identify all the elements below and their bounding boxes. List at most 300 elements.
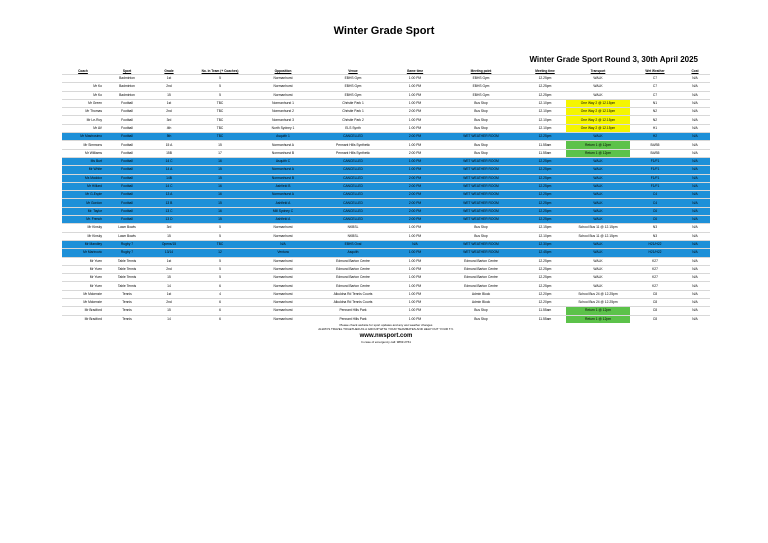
- table-cell: Tennis: [104, 290, 150, 298]
- table-row: [62, 274, 710, 282]
- table-cell: Normanhurst: [252, 232, 314, 240]
- table-row: [62, 224, 710, 232]
- table-cell: N/A: [680, 207, 710, 215]
- table-cell: 5: [188, 224, 252, 232]
- table-cell: 2nd: [150, 299, 188, 307]
- table-cell: Return 1 @ 12pm: [566, 141, 630, 149]
- table-header-row: [62, 67, 710, 75]
- table-cell: TBC: [188, 99, 252, 107]
- table-cell: C6: [630, 207, 680, 215]
- column-header: Meeting point: [470, 68, 492, 73]
- table-cell: Bus Stop: [438, 124, 524, 132]
- table-cell: N/A: [680, 216, 710, 224]
- table-cell: Normanhurst: [252, 315, 314, 323]
- table-cell: 2:00 PM: [392, 182, 438, 190]
- table-cell: 12.10pm: [524, 99, 566, 107]
- table-cell: Return 1 @ 12pm: [566, 307, 630, 315]
- table-row: [62, 91, 710, 99]
- table-row: [62, 124, 710, 132]
- table-cell: C8: [630, 315, 680, 323]
- table-cell: Normanhurst 2: [252, 108, 314, 116]
- table-cell: Bus Stop: [438, 315, 524, 323]
- table-cell: N/A: [680, 199, 710, 207]
- table-cell: Table Tennis: [104, 257, 150, 265]
- table-row: [62, 307, 710, 315]
- table-row: [62, 216, 710, 224]
- table-row: [62, 174, 710, 182]
- table-cell: WALK: [566, 133, 630, 141]
- column-header: Opposition: [274, 68, 292, 73]
- table-cell: 5: [188, 91, 252, 99]
- table-cell: CANCELLED: [314, 199, 392, 207]
- table-cell: WET WEATHER ROOM: [438, 249, 524, 257]
- table-cell: Bus Stop: [438, 141, 524, 149]
- table-cell: N/A: [680, 265, 710, 273]
- table-cell: EBHS Gym: [314, 75, 392, 83]
- table-body: [62, 75, 710, 323]
- table-cell: Mr Ko: [62, 91, 104, 99]
- table-cell: Bus Stop: [438, 224, 524, 232]
- footer-note: Please check website for sport updates and any wet weather changes: [339, 322, 433, 327]
- table-cell: WALK: [566, 91, 630, 99]
- table-cell: CANCELLED: [314, 166, 392, 174]
- table-row: [62, 290, 710, 298]
- table-cell: Mr Bradford: [62, 315, 104, 323]
- table-cell: 1st: [150, 290, 188, 298]
- table-cell: 12.25pm: [524, 157, 566, 165]
- table-cell: 1:00 PM: [392, 157, 438, 165]
- schedule-table: [62, 67, 710, 323]
- table-cell: 1:00 PM: [392, 232, 438, 240]
- table-cell: Asquith C: [252, 157, 314, 165]
- table-cell: 14: [150, 282, 188, 290]
- table-cell: K27: [630, 282, 680, 290]
- table-cell: WALK: [566, 240, 630, 248]
- table-cell: 11.55am: [524, 315, 566, 323]
- table-cell: Mill Sydney C: [252, 207, 314, 215]
- table-cell: CANCELLED: [314, 133, 392, 141]
- table-cell: N/A: [680, 307, 710, 315]
- table-cell: 17: [188, 149, 252, 157]
- table-cell: Bus Stop: [438, 99, 524, 107]
- table-cell: 1:00 PM: [392, 116, 438, 124]
- table-row: [62, 207, 710, 215]
- table-cell: C8: [630, 299, 680, 307]
- table-cell: Normanhurst 3: [252, 116, 314, 124]
- table-cell: C7: [630, 75, 680, 83]
- table-cell: 5: [188, 265, 252, 273]
- table-cell: Football: [104, 182, 150, 190]
- table-cell: Mr AV: [62, 124, 104, 132]
- table-cell: 1:00 PM: [392, 265, 438, 273]
- table-cell: WALK: [566, 174, 630, 182]
- table-cell: WET WEATHER ROOM: [438, 133, 524, 141]
- table-cell: N/A: [680, 124, 710, 132]
- table-cell: 14 C: [150, 182, 188, 190]
- table-cell: Normanhurst: [252, 265, 314, 273]
- table-cell: 2:00 PM: [392, 133, 438, 141]
- table-cell: K27: [630, 274, 680, 282]
- page-subtitle: Winter Grade Sport Round 3, 30th April 2025: [529, 55, 698, 64]
- table-cell: Normanhurst B: [252, 149, 314, 157]
- table-cell: Ashfield A: [252, 199, 314, 207]
- table-cell: WET WEATHER ROOM: [438, 166, 524, 174]
- table-cell: Mr Thomas: [62, 108, 104, 116]
- table-cell: Admin Block: [438, 290, 524, 298]
- table-cell: Ventura: [252, 249, 314, 257]
- table-cell: Mr Mckenzie: [62, 299, 104, 307]
- table-cell: Normanhurst: [252, 290, 314, 298]
- table-cell: Football: [104, 116, 150, 124]
- table-cell: Normanhurst 1: [252, 99, 314, 107]
- table-cell: 2:00 PM: [392, 199, 438, 207]
- table-cell: Normanhurst A: [252, 191, 314, 199]
- table-cell: WALK: [566, 166, 630, 174]
- table-cell: N/A: [680, 75, 710, 83]
- table-cell: N/A: [680, 290, 710, 298]
- table-cell: 12.25pm: [524, 166, 566, 174]
- table-cell: 11.55am: [524, 141, 566, 149]
- table-cell: CANCELLED: [314, 157, 392, 165]
- table-cell: 13 D: [150, 216, 188, 224]
- table-cell: Rugby 7: [104, 240, 150, 248]
- table-cell: Asquith: [314, 249, 392, 257]
- table-cell: 12.10pm: [524, 116, 566, 124]
- table-cell: Pennant Hills Synthetic: [314, 141, 392, 149]
- table-cell: WET WEATHER ROOM: [438, 199, 524, 207]
- table-cell: 12.25pm: [524, 133, 566, 141]
- table-cell: 12.25pm: [524, 83, 566, 91]
- table-cell: Football: [104, 174, 150, 182]
- table-cell: N/A: [392, 240, 438, 248]
- table-cell: 6: [188, 299, 252, 307]
- table-cell: 1:00 PM: [392, 307, 438, 315]
- table-cell: Mr Mckenzie: [62, 290, 104, 298]
- table-cell: [62, 75, 104, 83]
- table-cell: N/A: [680, 191, 710, 199]
- table-cell: 12.25pm: [524, 91, 566, 99]
- table-cell: WALK: [566, 249, 630, 257]
- table-cell: Football: [104, 157, 150, 165]
- table-cell: C4: [630, 199, 680, 207]
- table-cell: 12.25pm: [524, 182, 566, 190]
- table-cell: Opens/15: [150, 240, 188, 248]
- table-cell: 12.25pm: [524, 257, 566, 265]
- table-cell: TBC: [188, 108, 252, 116]
- table-cell: 12.25pm: [524, 75, 566, 83]
- table-cell: TBC: [188, 240, 252, 248]
- table-cell: N/A: [680, 315, 710, 323]
- table-cell: Bus Stop: [438, 232, 524, 240]
- table-cell: Lawn Bowls: [104, 232, 150, 240]
- table-row: [62, 265, 710, 273]
- table-cell: 15: [188, 141, 252, 149]
- table-cell: 1:00 PM: [392, 91, 438, 99]
- column-header: Wet Weather: [645, 68, 665, 73]
- table-cell: Christie Park 2: [314, 116, 392, 124]
- table-cell: 2nd: [150, 265, 188, 273]
- table-cell: Mr Kinsky: [62, 232, 104, 240]
- footer: [62, 323, 710, 345]
- table-cell: 12.25pm: [524, 207, 566, 215]
- table-cell: N/A: [252, 240, 314, 248]
- table-cell: Football: [104, 141, 150, 149]
- table-row: [62, 299, 710, 307]
- table-cell: Edmund Barton Centre: [314, 257, 392, 265]
- table-cell: Bus Stop: [438, 108, 524, 116]
- table-cell: 2:00 PM: [392, 216, 438, 224]
- table-cell: 6: [188, 315, 252, 323]
- table-cell: Normanhurst: [252, 224, 314, 232]
- table-cell: Normanhurst: [252, 257, 314, 265]
- table-cell: N/A: [680, 257, 710, 265]
- table-cell: Lawn Bowls: [104, 224, 150, 232]
- table-cell: Football: [104, 133, 150, 141]
- table-cell: Football: [104, 216, 150, 224]
- table-cell: 13 B: [150, 199, 188, 207]
- table-cell: School Bus 24 @ 12.25pm: [566, 299, 630, 307]
- table-cell: Ms Burt: [62, 157, 104, 165]
- table-cell: 1:00 PM: [392, 99, 438, 107]
- column-header: Meeting time: [535, 68, 555, 73]
- table-cell: Football: [104, 199, 150, 207]
- table-cell: Edmund Barton Centre: [438, 282, 524, 290]
- table-cell: Football: [104, 108, 150, 116]
- table-row: [62, 75, 710, 83]
- table-cell: Mr Mastrosimo: [62, 133, 104, 141]
- table-cell: EBHS Gym: [438, 83, 524, 91]
- table-cell: Mr White: [62, 166, 104, 174]
- table-cell: K27: [630, 257, 680, 265]
- table-cell: N/A: [680, 232, 710, 240]
- table-row: [62, 157, 710, 165]
- table-cell: 1st: [150, 75, 188, 83]
- table-row: [62, 108, 710, 116]
- table-cell: Football: [104, 191, 150, 199]
- table-cell: 2:00 PM: [392, 174, 438, 182]
- table-cell: Mr Kinsky: [62, 224, 104, 232]
- table-row: [62, 257, 710, 265]
- table-cell: Alkuldna Rd Tennis Courts: [314, 299, 392, 307]
- table-cell: 12.45pm: [524, 249, 566, 257]
- table-cell: Return 1 @ 12pm: [566, 149, 630, 157]
- table-row: [62, 199, 710, 207]
- table-cell: 15: [150, 91, 188, 99]
- table-row: [62, 149, 710, 157]
- table-cell: Return 1 @ 12pm: [566, 315, 630, 323]
- table-row: [62, 232, 710, 240]
- table-cell: Table Tennis: [104, 274, 150, 282]
- table-cell: WET WEATHER ROOM: [438, 207, 524, 215]
- table-cell: TBC: [188, 124, 252, 132]
- table-cell: B4/B5: [630, 149, 680, 157]
- table-cell: 1:00 PM: [392, 299, 438, 307]
- table-cell: 1:00 PM: [392, 141, 438, 149]
- table-cell: Pennant Hills Park: [314, 307, 392, 315]
- table-cell: Mr Green: [62, 99, 104, 107]
- table-row: [62, 133, 710, 141]
- table-cell: North Sydney 1: [252, 124, 314, 132]
- table-cell: EBHS Gym: [438, 75, 524, 83]
- table-cell: EBHS Oval: [314, 240, 392, 248]
- footer-website-link[interactable]: www.nwsport.com: [359, 332, 413, 339]
- table-cell: Badminton: [104, 91, 150, 99]
- table-cell: WET WEATHER ROOM: [438, 182, 524, 190]
- table-cell: 5: [188, 257, 252, 265]
- table-cell: 12.20pm: [524, 290, 566, 298]
- table-cell: Edmund Barton Centre: [438, 265, 524, 273]
- table-cell: Edmund Barton Centre: [314, 282, 392, 290]
- table-cell: Ashfield B: [252, 182, 314, 190]
- table-cell: 1:00 PM: [392, 224, 438, 232]
- table-cell: 16: [188, 182, 252, 190]
- table-cell: 1:00 PM: [392, 249, 438, 257]
- table-cell: 16: [188, 207, 252, 215]
- table-cell: 13 C: [150, 207, 188, 215]
- table-cell: 14 C: [150, 157, 188, 165]
- table-cell: H1: [630, 124, 680, 132]
- table-cell: WET WEATHER ROOM: [438, 240, 524, 248]
- table-cell: 5: [188, 232, 252, 240]
- table-cell: Mr Simmons: [62, 141, 104, 149]
- table-cell: 15: [188, 166, 252, 174]
- table-cell: N/A: [680, 116, 710, 124]
- table-cell: WET WEATHER ROOM: [438, 191, 524, 199]
- table-cell: Mr Williams: [62, 149, 104, 157]
- table-cell: 15: [188, 174, 252, 182]
- footer-travel-note: ALWAYS TRAVEL TOGETHER AS A GROUP WITH YOUR TEAMMATES AND HELP OUT YOUR T.V.: [318, 327, 454, 332]
- table-cell: Bus Stop: [438, 149, 524, 157]
- table-cell: Football: [104, 99, 150, 107]
- table-cell: N/A: [680, 299, 710, 307]
- table-cell: Christie Park 1: [314, 108, 392, 116]
- table-cell: 2:00 PM: [392, 108, 438, 116]
- table-cell: Mr. French: [62, 216, 104, 224]
- table-cell: Football: [104, 166, 150, 174]
- table-cell: N/A: [680, 224, 710, 232]
- table-cell: Normanhurst: [252, 274, 314, 282]
- table-cell: 5th: [150, 133, 188, 141]
- table-cell: Mr. Taylor: [62, 207, 104, 215]
- table-cell: N/A: [680, 141, 710, 149]
- table-cell: Football: [104, 207, 150, 215]
- table-cell: 1:00 PM: [392, 274, 438, 282]
- table-cell: 6: [188, 282, 252, 290]
- column-header: Cost: [691, 68, 699, 73]
- table-cell: C7: [630, 91, 680, 99]
- table-cell: N/A: [680, 249, 710, 257]
- table-row: [62, 182, 710, 190]
- table-cell: 16: [188, 157, 252, 165]
- table-cell: 6: [188, 307, 252, 315]
- table-cell: Edmund Barton Centre: [314, 265, 392, 273]
- table-cell: B4/B5: [630, 141, 680, 149]
- table-cell: C4: [630, 191, 680, 199]
- table-cell: Mr Mandley: [62, 240, 104, 248]
- table-cell: Normanhurst A: [252, 141, 314, 149]
- table-cell: N2: [630, 116, 680, 124]
- table-cell: Tennis: [104, 307, 150, 315]
- table-cell: 14B: [150, 174, 188, 182]
- table-cell: F1/F1: [630, 157, 680, 165]
- table-cell: WALK: [566, 157, 630, 165]
- table-cell: Normanhurst: [252, 299, 314, 307]
- table-cell: Pennant Hills Park: [314, 315, 392, 323]
- table-cell: 1st: [150, 99, 188, 107]
- table-cell: 11.55am: [524, 307, 566, 315]
- table-cell: CANCELLED: [314, 182, 392, 190]
- column-header: Grade: [164, 68, 174, 73]
- table-cell: WALK: [566, 182, 630, 190]
- table-cell: School Bus 24 @ 12.25pm: [566, 290, 630, 298]
- table-cell: 12.25pm: [524, 265, 566, 273]
- table-cell: 16: [188, 191, 252, 199]
- table-cell: WALK: [566, 257, 630, 265]
- table-cell: 1:00 PM: [392, 124, 438, 132]
- table-cell: 12.25pm: [524, 282, 566, 290]
- footer-emergency: In case of emergency call: 9869 2761: [361, 339, 411, 344]
- table-cell: N/A: [680, 182, 710, 190]
- table-cell: 12.25pm: [524, 274, 566, 282]
- table-cell: F1/F1: [630, 182, 680, 190]
- table-cell: 13 A: [150, 191, 188, 199]
- table-cell: F1/F1: [630, 174, 680, 182]
- table-cell: WALK: [566, 207, 630, 215]
- table-cell: WALK: [566, 191, 630, 199]
- table-cell: CANCELLED: [314, 216, 392, 224]
- column-header: Coach: [78, 68, 88, 73]
- table-cell: Mr Gordon: [62, 199, 104, 207]
- table-cell: Mr Yuen: [62, 282, 104, 290]
- table-cell: 15B: [150, 149, 188, 157]
- table-cell: TBC: [188, 116, 252, 124]
- column-header: Transport: [590, 68, 606, 73]
- table-cell: N/A: [680, 99, 710, 107]
- table-cell: ELS Synth: [314, 124, 392, 132]
- table-cell: CANCELLED: [314, 207, 392, 215]
- table-cell: Admin Block: [438, 299, 524, 307]
- table-cell: WET WEATHER ROOM: [438, 216, 524, 224]
- table-cell: Mr G-Espie: [62, 191, 104, 199]
- table-cell: N/A: [680, 166, 710, 174]
- table-cell: TBC: [188, 133, 252, 141]
- table-cell: 1:00 PM: [392, 257, 438, 265]
- table-cell: WALK: [566, 274, 630, 282]
- table-cell: 1:00 PM: [392, 315, 438, 323]
- table-cell: 5: [188, 75, 252, 83]
- table-cell: N2: [630, 108, 680, 116]
- table-cell: Normanhurst: [252, 282, 314, 290]
- table-cell: 12.25pm: [524, 174, 566, 182]
- table-cell: NKBSL: [314, 224, 392, 232]
- table-cell: 12.25pm: [524, 199, 566, 207]
- table-row: [62, 116, 710, 124]
- table-cell: WALK: [566, 75, 630, 83]
- table-cell: 12.10pm: [524, 232, 566, 240]
- table-cell: 15: [188, 199, 252, 207]
- table-cell: Football: [104, 124, 150, 132]
- table-cell: 2:00 PM: [392, 149, 438, 157]
- table-cell: 11.55am: [524, 149, 566, 157]
- table-cell: Table Tennis: [104, 265, 150, 273]
- table-cell: WALK: [566, 282, 630, 290]
- table-cell: 15: [188, 216, 252, 224]
- table-cell: Normanhurst: [252, 91, 314, 99]
- table-cell: Tennis: [104, 315, 150, 323]
- table-cell: N1: [630, 99, 680, 107]
- table-cell: 12.25pm: [524, 216, 566, 224]
- table-row: [62, 249, 710, 257]
